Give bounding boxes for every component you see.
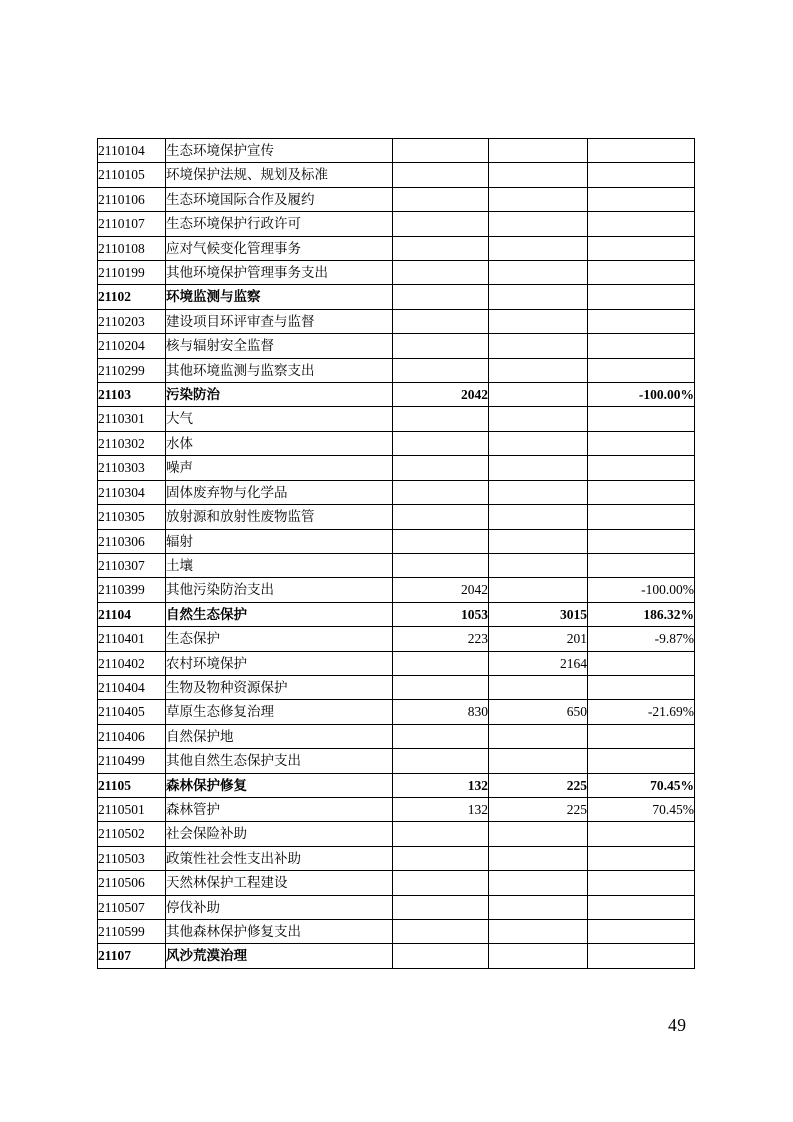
category-cell: 环境保护法规、规划及标准	[166, 163, 393, 187]
code-cell: 2110501	[98, 797, 166, 821]
category-cell: 噪声	[166, 456, 393, 480]
category-cell: 环境监测与监察	[166, 285, 393, 309]
amount-2-cell	[489, 187, 588, 211]
amount-1-cell	[393, 261, 489, 285]
table-row	[98, 944, 695, 968]
amount-1-cell	[393, 163, 489, 187]
table-row	[98, 163, 695, 187]
pct-change-cell: 186.32%	[588, 602, 695, 626]
pct-change-cell	[588, 944, 695, 968]
amount-2-cell: 225	[489, 797, 588, 821]
table-row	[98, 602, 695, 626]
amount-2-cell: 3015	[489, 602, 588, 626]
table-row	[98, 212, 695, 236]
table-row	[98, 431, 695, 455]
category-cell: 天然林保护工程建设	[166, 871, 393, 895]
pct-change-cell	[588, 309, 695, 333]
code-cell: 2110599	[98, 920, 166, 944]
amount-1-cell	[393, 529, 489, 553]
code-cell: 2110406	[98, 724, 166, 748]
amount-1-cell	[393, 553, 489, 577]
pct-change-cell	[588, 724, 695, 748]
amount-1-cell	[393, 846, 489, 870]
amount-1-cell	[393, 407, 489, 431]
pct-change-cell	[588, 187, 695, 211]
code-cell: 21105	[98, 773, 166, 797]
code-cell: 2110507	[98, 895, 166, 919]
amount-1-cell: 2042	[393, 383, 489, 407]
pct-change-cell	[588, 456, 695, 480]
table-row	[98, 920, 695, 944]
code-cell: 2110203	[98, 309, 166, 333]
pct-change-cell	[588, 846, 695, 870]
code-cell: 2110405	[98, 700, 166, 724]
table-row	[98, 261, 695, 285]
code-cell: 2110302	[98, 431, 166, 455]
amount-1-cell	[393, 895, 489, 919]
category-cell: 自然保护地	[166, 724, 393, 748]
code-cell: 2110307	[98, 553, 166, 577]
pct-change-cell	[588, 749, 695, 773]
category-cell: 土壤	[166, 553, 393, 577]
amount-1-cell: 223	[393, 627, 489, 651]
amount-2-cell	[489, 383, 588, 407]
table-row	[98, 724, 695, 748]
pct-change-cell: -9.87%	[588, 627, 695, 651]
amount-2-cell	[489, 871, 588, 895]
category-cell: 辐射	[166, 529, 393, 553]
pct-change-cell	[588, 675, 695, 699]
table-row	[98, 187, 695, 211]
category-cell: 草原生态修复治理	[166, 700, 393, 724]
amount-2-cell	[489, 505, 588, 529]
budget-table	[97, 138, 695, 969]
code-cell: 2110401	[98, 627, 166, 651]
code-cell: 2110107	[98, 212, 166, 236]
amount-1-cell: 2042	[393, 578, 489, 602]
pct-change-cell	[588, 529, 695, 553]
amount-2-cell	[489, 212, 588, 236]
amount-1-cell	[393, 675, 489, 699]
amount-1-cell	[393, 139, 489, 163]
amount-1-cell: 132	[393, 797, 489, 821]
category-cell: 其他环境监测与监察支出	[166, 358, 393, 382]
code-cell: 2110306	[98, 529, 166, 553]
amount-2-cell	[489, 456, 588, 480]
category-cell: 停伐补助	[166, 895, 393, 919]
pct-change-cell	[588, 285, 695, 309]
code-cell: 2110399	[98, 578, 166, 602]
amount-2-cell	[489, 553, 588, 577]
pct-change-cell	[588, 920, 695, 944]
amount-1-cell	[393, 944, 489, 968]
category-cell: 生态环境保护行政许可	[166, 212, 393, 236]
amount-1-cell	[393, 309, 489, 333]
pct-change-cell	[588, 163, 695, 187]
amount-1-cell	[393, 285, 489, 309]
table-row	[98, 553, 695, 577]
amount-2-cell	[489, 846, 588, 870]
pct-change-cell	[588, 553, 695, 577]
amount-1-cell	[393, 480, 489, 504]
amount-2-cell: 225	[489, 773, 588, 797]
category-cell: 污染防治	[166, 383, 393, 407]
amount-1-cell	[393, 212, 489, 236]
code-cell: 2110104	[98, 139, 166, 163]
category-cell: 其他环境保护管理事务支出	[166, 261, 393, 285]
table-row	[98, 675, 695, 699]
category-cell: 其他森林保护修复支出	[166, 920, 393, 944]
amount-2-cell	[489, 749, 588, 773]
amount-1-cell	[393, 920, 489, 944]
code-cell: 21102	[98, 285, 166, 309]
table-row	[98, 700, 695, 724]
code-cell: 2110404	[98, 675, 166, 699]
amount-2-cell	[489, 944, 588, 968]
amount-1-cell	[393, 822, 489, 846]
code-cell: 2110503	[98, 846, 166, 870]
category-cell: 其他自然生态保护支出	[166, 749, 393, 773]
amount-1-cell	[393, 187, 489, 211]
pct-change-cell: -21.69%	[588, 700, 695, 724]
category-cell: 森林管护	[166, 797, 393, 821]
pct-change-cell	[588, 334, 695, 358]
amount-1-cell	[393, 724, 489, 748]
amount-2-cell	[489, 675, 588, 699]
table-row	[98, 797, 695, 821]
amount-2-cell: 201	[489, 627, 588, 651]
table-row	[98, 505, 695, 529]
category-cell: 应对气候变化管理事务	[166, 236, 393, 260]
table-row	[98, 358, 695, 382]
amount-2-cell	[489, 822, 588, 846]
amount-2-cell	[489, 139, 588, 163]
code-cell: 2110499	[98, 749, 166, 773]
table-row	[98, 846, 695, 870]
table-row	[98, 529, 695, 553]
table-row	[98, 651, 695, 675]
code-cell: 2110402	[98, 651, 166, 675]
category-cell: 生态环境保护宣传	[166, 139, 393, 163]
table-row	[98, 895, 695, 919]
amount-2-cell	[489, 163, 588, 187]
code-cell: 2110304	[98, 480, 166, 504]
category-cell: 自然生态保护	[166, 602, 393, 626]
pct-change-cell	[588, 261, 695, 285]
page-number: 49	[668, 1015, 687, 1035]
table-row	[98, 139, 695, 163]
pct-change-cell: -100.00%	[588, 578, 695, 602]
amount-2-cell	[489, 358, 588, 382]
code-cell: 2110199	[98, 261, 166, 285]
pct-change-cell: 70.45%	[588, 773, 695, 797]
amount-1-cell	[393, 236, 489, 260]
code-cell: 2110502	[98, 822, 166, 846]
table-row	[98, 749, 695, 773]
pct-change-cell: -100.00%	[588, 383, 695, 407]
category-cell: 建设项目环评审查与监督	[166, 309, 393, 333]
code-cell: 2110105	[98, 163, 166, 187]
pct-change-cell	[588, 139, 695, 163]
pct-change-cell: 70.45%	[588, 797, 695, 821]
category-cell: 生态保护	[166, 627, 393, 651]
category-cell: 森林保护修复	[166, 773, 393, 797]
amount-2-cell	[489, 309, 588, 333]
pct-change-cell	[588, 871, 695, 895]
table-row	[98, 456, 695, 480]
code-cell: 2110506	[98, 871, 166, 895]
category-cell: 核与辐射安全监督	[166, 334, 393, 358]
amount-1-cell	[393, 358, 489, 382]
table-row	[98, 236, 695, 260]
amount-1-cell	[393, 456, 489, 480]
category-cell: 固体废弃物与化学品	[166, 480, 393, 504]
pct-change-cell	[588, 358, 695, 382]
code-cell: 2110303	[98, 456, 166, 480]
table-row	[98, 871, 695, 895]
category-cell: 农村环境保护	[166, 651, 393, 675]
amount-2-cell	[489, 285, 588, 309]
amount-1-cell	[393, 651, 489, 675]
amount-1-cell	[393, 871, 489, 895]
amount-1-cell	[393, 334, 489, 358]
category-cell: 风沙荒漠治理	[166, 944, 393, 968]
amount-1-cell	[393, 749, 489, 773]
category-cell: 水体	[166, 431, 393, 455]
amount-2-cell	[489, 724, 588, 748]
table-row	[98, 627, 695, 651]
category-cell: 社会保险补助	[166, 822, 393, 846]
amount-2-cell	[489, 261, 588, 285]
table-row	[98, 285, 695, 309]
amount-2-cell	[489, 578, 588, 602]
amount-2-cell	[489, 895, 588, 919]
amount-2-cell	[489, 236, 588, 260]
amount-2-cell	[489, 407, 588, 431]
code-cell: 2110108	[98, 236, 166, 260]
code-cell: 2110106	[98, 187, 166, 211]
category-cell: 其他污染防治支出	[166, 578, 393, 602]
pct-change-cell	[588, 212, 695, 236]
pct-change-cell	[588, 236, 695, 260]
category-cell: 生态环境国际合作及履约	[166, 187, 393, 211]
category-cell: 生物及物种资源保护	[166, 675, 393, 699]
table-row	[98, 773, 695, 797]
amount-1-cell	[393, 505, 489, 529]
table-row	[98, 578, 695, 602]
amount-2-cell	[489, 334, 588, 358]
pct-change-cell	[588, 480, 695, 504]
amount-2-cell	[489, 920, 588, 944]
table-row	[98, 334, 695, 358]
budget-table-body	[98, 139, 695, 969]
code-cell: 2110301	[98, 407, 166, 431]
table-row	[98, 309, 695, 333]
amount-1-cell: 132	[393, 773, 489, 797]
amount-2-cell	[489, 529, 588, 553]
code-cell: 21104	[98, 602, 166, 626]
amount-2-cell: 650	[489, 700, 588, 724]
amount-1-cell	[393, 431, 489, 455]
code-cell: 21107	[98, 944, 166, 968]
pct-change-cell	[588, 407, 695, 431]
table-row	[98, 480, 695, 504]
amount-2-cell	[489, 480, 588, 504]
table-row	[98, 822, 695, 846]
category-cell: 放射源和放射性废物监管	[166, 505, 393, 529]
pct-change-cell	[588, 895, 695, 919]
code-cell: 21103	[98, 383, 166, 407]
category-cell: 大气	[166, 407, 393, 431]
pct-change-cell	[588, 822, 695, 846]
pct-change-cell	[588, 505, 695, 529]
code-cell: 2110299	[98, 358, 166, 382]
amount-2-cell	[489, 431, 588, 455]
table-row	[98, 383, 695, 407]
amount-1-cell: 1053	[393, 602, 489, 626]
code-cell: 2110305	[98, 505, 166, 529]
category-cell: 政策性社会性支出补助	[166, 846, 393, 870]
pct-change-cell	[588, 651, 695, 675]
table-row	[98, 407, 695, 431]
amount-1-cell: 830	[393, 700, 489, 724]
pct-change-cell	[588, 431, 695, 455]
code-cell: 2110204	[98, 334, 166, 358]
amount-2-cell: 2164	[489, 651, 588, 675]
